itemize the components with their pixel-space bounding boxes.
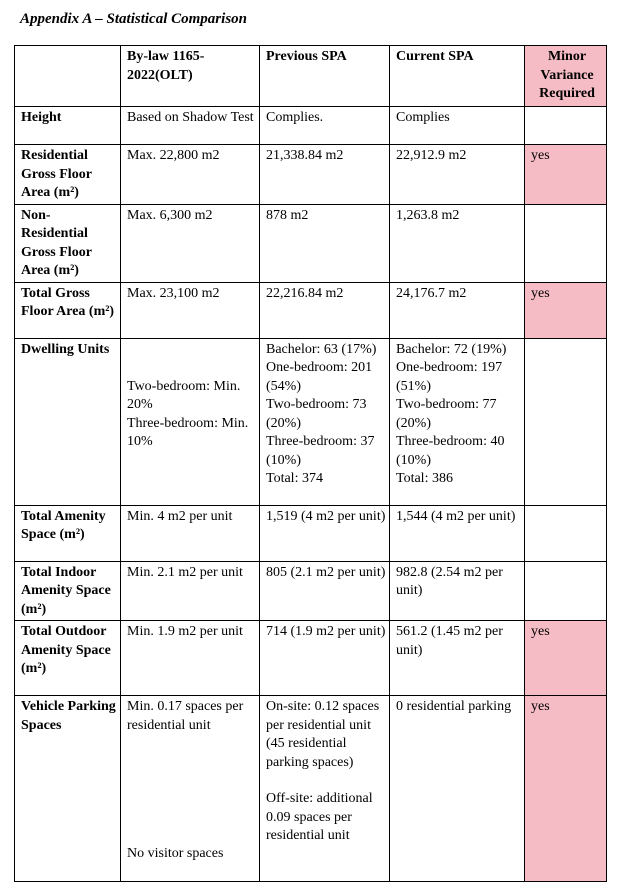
previous-cell: 714 (1.9 m2 per unit) — [260, 621, 390, 696]
table-row — [15, 204, 607, 282]
minor-cell — [525, 505, 607, 561]
bylaw-cell: Min. 2.1 m2 per unit — [121, 561, 260, 621]
header-bylaw: By-law 1165-2022(OLT) — [121, 46, 260, 107]
row-label: Total Indoor Amenity Space (m²) — [15, 561, 121, 621]
current-cell: 24,176.7 m2 — [390, 282, 525, 338]
current-cell: 1,263.8 m2 — [390, 204, 525, 282]
bylaw-cell: Min. 4 m2 per unit — [121, 505, 260, 561]
current-cell: Complies — [390, 107, 525, 145]
current-cell: Bachelor: 72 (19%) One-bedroom: 197 (51%) Two-bedroom: 77 (20%) Three-bedroom: 40 (10%) Total: 386 — [390, 338, 525, 505]
statistical-comparison-table — [14, 45, 607, 882]
current-cell: 22,912.9 m2 — [390, 145, 525, 205]
previous-cell: Complies. — [260, 107, 390, 145]
bylaw-cell: Max. 22,800 m2 — [121, 145, 260, 205]
bylaw-cell: Max. 23,100 m2 — [121, 282, 260, 338]
row-label: Total Outdoor Amenity Space (m²) — [15, 621, 121, 696]
current-cell: 1,544 (4 m2 per unit) — [390, 505, 525, 561]
previous-cell: 21,338.84 m2 — [260, 145, 390, 205]
table-row — [15, 696, 607, 882]
bylaw-cell — [121, 696, 260, 882]
row-label: Total Amenity Space (m²) — [15, 505, 121, 561]
header-minor-variance: Minor Variance Required — [525, 46, 607, 107]
previous-offsite-parking: Off-site: additional 0.09 spaces per residential unit — [266, 791, 373, 843]
table-row — [15, 561, 607, 621]
minor-cell: yes — [525, 696, 607, 882]
table-row — [15, 621, 607, 696]
row-label: Height — [15, 107, 121, 145]
current-cell: 0 residential parking — [390, 696, 525, 882]
header-empty-cell — [15, 46, 121, 107]
bylaw-cell: Based on Shadow Test — [121, 107, 260, 145]
bylaw-cell: Two-bedroom: Min. 20% Three-bedroom: Min. 10% — [121, 338, 260, 505]
minor-cell — [525, 204, 607, 282]
bylaw-cell: Min. 1.9 m2 per unit — [121, 621, 260, 696]
row-label: Non-Residential Gross Floor Area (m²) — [15, 204, 121, 282]
minor-cell: yes — [525, 621, 607, 696]
table-row — [15, 107, 607, 145]
minor-cell — [525, 338, 607, 505]
minor-cell: yes — [525, 282, 607, 338]
previous-cell: 805 (2.1 m2 per unit) — [260, 561, 390, 621]
page-title: Appendix A – Statistical Comparison — [20, 11, 247, 27]
minor-cell — [525, 561, 607, 621]
previous-cell: 22,216.84 m2 — [260, 282, 390, 338]
table-row — [15, 282, 607, 338]
row-label: Residential Gross Floor Area (m²) — [15, 145, 121, 205]
minor-cell — [525, 107, 607, 145]
current-cell: 982.8 (2.54 m2 per unit) — [390, 561, 525, 621]
current-cell: 561.2 (1.45 m2 per unit) — [390, 621, 525, 696]
previous-cell: 878 m2 — [260, 204, 390, 282]
previous-cell: 1,519 (4 m2 per unit) — [260, 505, 390, 561]
bylaw-visitor-note: No visitor spaces — [127, 846, 224, 861]
minor-cell: yes — [525, 145, 607, 205]
bylaw-parking-minimum: Min. 0.17 spaces per residential unit — [127, 699, 244, 733]
table-row — [15, 505, 607, 561]
table-row — [15, 145, 607, 205]
header-current-spa: Current SPA — [390, 46, 525, 107]
row-label: Vehicle Parking Spaces — [15, 696, 121, 882]
bylaw-cell: Max. 6,300 m2 — [121, 204, 260, 282]
table-header-row — [15, 46, 607, 107]
table-row — [15, 338, 607, 505]
row-label: Dwelling Units — [15, 338, 121, 505]
header-previous-spa: Previous SPA — [260, 46, 390, 107]
row-label: Total Gross Floor Area (m²) — [15, 282, 121, 338]
previous-cell: Bachelor: 63 (17%) One-bedroom: 201 (54%) Two-bedroom: 73 (20%) Three-bedroom: 37 (10%) Total: 374 — [260, 338, 390, 505]
paragraph-gap — [266, 772, 386, 790]
previous-cell — [260, 696, 390, 882]
previous-onsite-parking: On-site: 0.12 spaces per residential unit (45 residential parking spaces) — [266, 699, 380, 770]
